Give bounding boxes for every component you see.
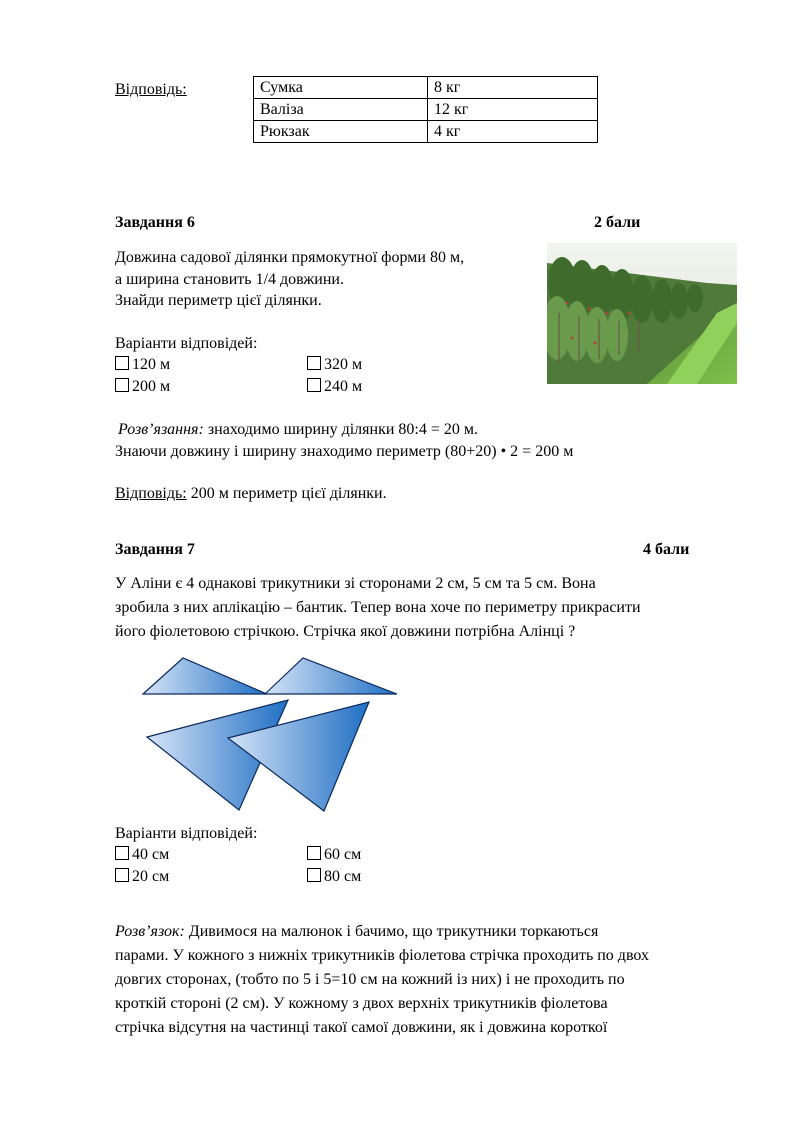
answer-label: Відповідь: <box>115 81 187 98</box>
task6-text-line: Знайди периметр цієї ділянки. <box>115 292 322 309</box>
table-row <box>254 99 598 121</box>
task6-answer <box>115 483 387 505</box>
option-label: 20 см <box>132 868 170 885</box>
task7-points: 4 бали <box>643 541 690 558</box>
task7-text-line: зробила з них аплікацію – бантик. Тепер вона хоче по периметру прикрасити <box>115 599 641 616</box>
option-120m[interactable] <box>115 354 170 376</box>
option-80cm[interactable] <box>307 866 361 888</box>
task6-title: Завдання 6 <box>115 214 195 231</box>
task7-title: Завдання 7 <box>115 541 195 558</box>
answer-label: Відповідь: <box>115 485 187 502</box>
task7-solution-line: стрічка відсутня на частинці такої самої довжини, як і довжина короткої <box>115 1019 608 1036</box>
checkbox[interactable] <box>115 378 129 392</box>
option-60cm[interactable] <box>307 844 361 866</box>
option-20cm[interactable] <box>115 866 169 888</box>
task6-text-line: а ширина становить 1/4 довжини. <box>115 271 344 288</box>
solution-label: Розв’язання: <box>118 421 204 438</box>
task7-solution <box>115 921 598 943</box>
option-label: 120 м <box>132 356 171 373</box>
task7-text-line: його фіолетовою стрічкою. Стрічка якої довжини потрібна Алінці ? <box>115 623 576 640</box>
task7-text-line: У Аліни є 4 однакові трикутники зі сторонами 2 см, 5 см та 5 см. Вона <box>115 575 596 592</box>
task6-options-label: Варіанти відповідей: <box>115 335 258 352</box>
checkbox[interactable] <box>115 868 129 882</box>
task7-solution-line: довгих сторонах, (тобто по 5 і 5=10 см на кожний із них) і не проходить по <box>115 971 625 988</box>
table-cell-item: Валіза <box>254 99 428 121</box>
option-label: 200 м <box>132 378 171 395</box>
bow-triangles-figure <box>140 655 405 815</box>
orchard-photo <box>547 243 737 384</box>
solution-text: Дивимося на малюнок і бачимо, що трикутники торкаються <box>184 923 599 940</box>
checkbox[interactable] <box>307 846 321 860</box>
checkbox[interactable] <box>307 378 321 392</box>
option-label: 60 см <box>324 846 362 863</box>
table-cell-item: Рюкзак <box>254 121 428 143</box>
option-200m[interactable] <box>115 376 170 398</box>
task7-solution-line: парами. У кожного з нижніх трикутників фіолетова стрічка проходить по двох <box>115 947 649 964</box>
task6-solution-line: Знаючи довжину і ширину знаходимо периметр (80+20) • 2 = 200 м <box>115 443 574 460</box>
option-label: 320 м <box>324 356 363 373</box>
task6-solution <box>118 419 478 441</box>
checkbox[interactable] <box>115 846 129 860</box>
option-40cm[interactable] <box>115 844 169 866</box>
option-label: 80 см <box>324 868 362 885</box>
task7-solution-line: кроткій стороні (2 см). У кожному з двох верхніх трикутників фіолетова <box>115 995 608 1012</box>
table-row <box>254 121 598 143</box>
task7-options-label: Варіанти відповідей: <box>115 825 258 842</box>
triangle-top-left <box>143 658 267 694</box>
checkbox[interactable] <box>115 356 129 370</box>
answer-table <box>253 76 598 143</box>
task6-text-line: Довжина садової ділянки прямокутної форми 80 м, <box>115 249 465 266</box>
option-label: 40 см <box>132 846 170 863</box>
checkbox[interactable] <box>307 868 321 882</box>
task6-points: 2 бали <box>594 214 641 231</box>
table-cell-weight: 12 кг <box>428 99 598 121</box>
table-cell-weight: 8 кг <box>428 77 598 99</box>
table-cell-item: Сумка <box>254 77 428 99</box>
option-label: 240 м <box>324 378 363 395</box>
solution-text: знаходимо ширину ділянки 80:4 = 20 м. <box>203 421 478 438</box>
table-row <box>254 77 598 99</box>
triangle-top-right <box>265 658 397 694</box>
table-cell-weight: 4 кг <box>428 121 598 143</box>
answer-text: 200 м периметр цієї ділянки. <box>186 485 387 502</box>
checkbox[interactable] <box>307 356 321 370</box>
option-240m[interactable] <box>307 376 362 398</box>
option-320m[interactable] <box>307 354 362 376</box>
solution-label: Розв’язок: <box>115 923 185 940</box>
